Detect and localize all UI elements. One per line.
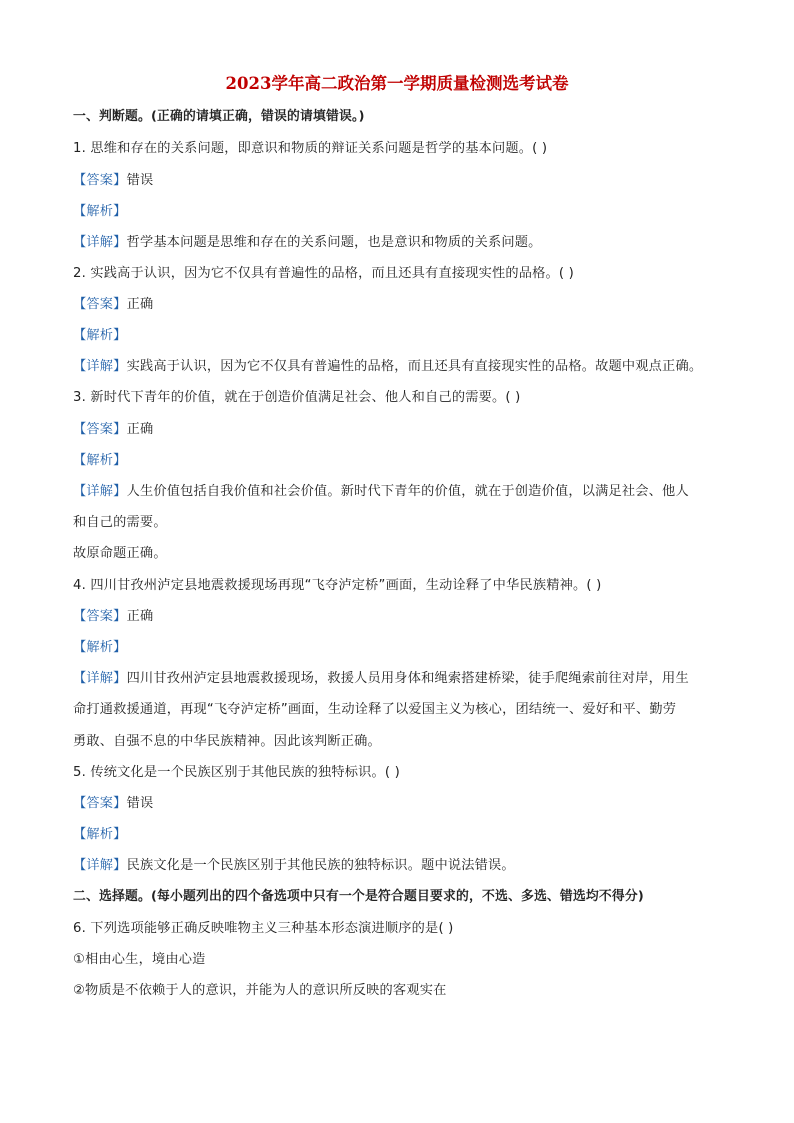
detail-tag: 【详解】: [73, 359, 127, 374]
detail-3-conclusion: 故原命题正确。: [73, 546, 167, 561]
question-6: 6. 下列选项能够正确反映唯物主义三种基本形态演进顺序的是( ): [73, 921, 454, 936]
detail-1: [73, 234, 733, 252]
detail-tag: 【详解】: [73, 858, 127, 873]
analysis-5: [73, 826, 733, 844]
answer-value: 正确: [126, 609, 154, 624]
detail-tag: 【详解】: [73, 484, 127, 499]
question-2: 2. 实践高于认识，因为它不仅具有普遍性的品格，而且还具有直接现实性的品格。( ): [73, 266, 575, 281]
answer-4: [73, 608, 733, 626]
detail-4: [73, 670, 733, 688]
question-1: 1. 思维和存在的关系问题，即意识和物质的辩证关系问题是哲学的基本问题。( ): [73, 141, 548, 156]
answer-value: 正确: [126, 297, 154, 312]
answer-5: [73, 795, 733, 813]
answer-tag: 【答案】: [73, 796, 127, 811]
detail-text: 人生价值包括自我价值和社会价值。新时代下青年的价值，就在于创造价值，以满足社会、他人: [126, 484, 689, 499]
detail-3-cont: 和自己的需要。: [73, 515, 167, 530]
detail-text: 哲学基本问题是思维和存在的关系问题，也是意识和物质的关系问题。: [126, 235, 542, 250]
analysis-1: [73, 203, 733, 221]
analysis-tag: 【解析】: [73, 328, 127, 343]
page-title: 2023学年高二政治第一学期质量检测选考试卷: [225, 74, 569, 93]
answer-value: 正确: [126, 422, 154, 437]
answer-tag: 【答案】: [73, 173, 127, 188]
detail-text: 民族文化是一个民族区别于其他民族的独特标识。题中说法错误。: [126, 858, 515, 873]
analysis-tag: 【解析】: [73, 827, 127, 842]
detail-text: 实践高于认识，因为它不仅具有普遍性的品格，而且还具有直接现实性的品格。故题中观点正确。: [126, 359, 703, 374]
detail-tag: 【详解】: [73, 235, 127, 250]
analysis-2: [73, 327, 733, 345]
answer-tag: 【答案】: [73, 422, 127, 437]
detail-3: [73, 483, 733, 501]
answer-3: [73, 421, 733, 439]
analysis-tag: 【解析】: [73, 453, 127, 468]
answer-value: 错误: [126, 796, 154, 811]
section-heading-judgement: 一、判断题。(正确的请填正确，错误的请填错误。): [73, 109, 365, 124]
analysis-tag: 【解析】: [73, 640, 127, 655]
section-heading-choice: 二、选择题。(每小题列出的四个备选项中只有一个是符合题目要求的，不选、多选、错选均不得分): [73, 889, 644, 904]
detail-5: [73, 857, 733, 875]
detail-4-cont: 命打通救援通道，再现“飞夺泸定桥”画面，生动诠释了以爱国主义为核心，团结统一、爱好和平、勤劳: [73, 702, 677, 717]
detail-text: 四川甘孜州泸定县地震救援现场，救援人员用身体和绳索搭建桥梁，徒手爬绳索前往对岸，用生: [126, 671, 689, 686]
answer-2: [73, 296, 733, 314]
option-2: ②物质是不依赖于人的意识，并能为人的意识所反映的客观实在: [73, 983, 447, 998]
answer-tag: 【答案】: [73, 297, 127, 312]
detail-4-cont2: 勇敢、自强不息的中华民族精神。因此该判断正确。: [73, 734, 381, 749]
question-4: 4. 四川甘孜州泸定县地震救援现场再现“飞夺泸定桥”画面，生动诠释了中华民族精神。( ): [73, 578, 602, 593]
answer-tag: 【答案】: [73, 609, 127, 624]
analysis-tag: 【解析】: [73, 204, 127, 219]
question-5: 5. 传统文化是一个民族区别于其他民族的独特标识。( ): [73, 765, 400, 780]
question-3: 3. 新时代下青年的价值，就在于创造价值满足社会、他人和自己的需要。( ): [73, 390, 521, 405]
answer-1: [73, 172, 733, 190]
analysis-3: [73, 452, 733, 470]
answer-value: 错误: [126, 173, 154, 188]
analysis-4: [73, 639, 733, 657]
detail-tag: 【详解】: [73, 671, 127, 686]
option-1: ①相由心生，境由心造: [73, 952, 206, 967]
detail-2: [73, 358, 733, 376]
